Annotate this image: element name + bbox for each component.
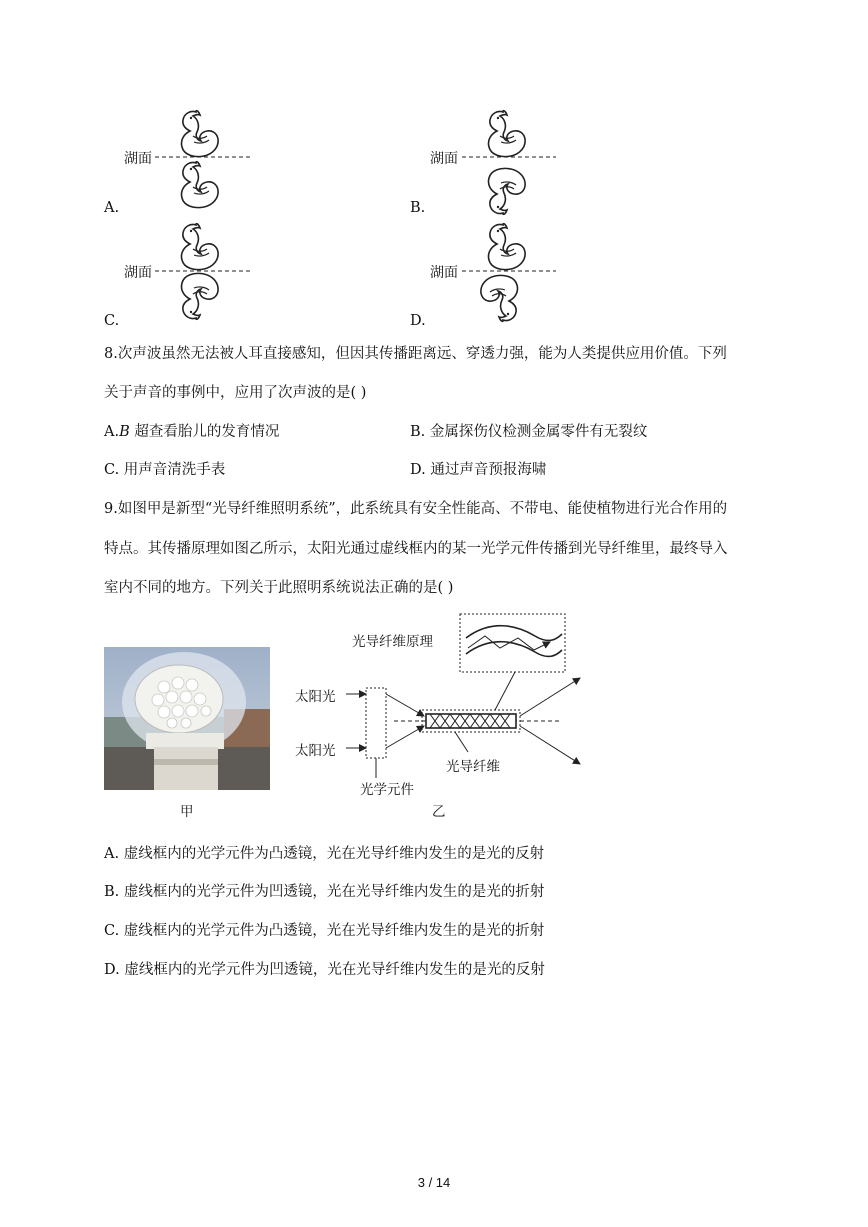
caption-jia: 甲 [180, 804, 194, 820]
label-fiber: 光导纤维 [446, 759, 500, 775]
q9-option-a: A. 虚线框内的光学元件为凸透镜，光在光导纤维内发生的是光的反射 [104, 846, 545, 862]
option-c-letter: C. [104, 313, 120, 329]
option-a-figure [155, 111, 250, 208]
option-a-letter: A. [104, 200, 120, 216]
q8-option-d: D. 通过声音预报海啸 [410, 462, 547, 478]
q8-stem-line2: 关于声音的事例中，应用了次声波的是( ) [104, 385, 367, 401]
option-b-figure [462, 111, 556, 215]
q8-option-b: B. 金属探伤仪检测金属零件有无裂纹 [410, 424, 648, 440]
caption-yi: 乙 [432, 804, 446, 820]
q7-figures [0, 0, 868, 340]
label-principle: 光导纤维原理 [352, 634, 433, 650]
lake-label-b: 湖面 [430, 151, 458, 167]
option-c-figure [155, 224, 250, 320]
q9-option-c: C. 虚线框内的光学元件为凸透镜，光在光导纤维内发生的是光的折射 [104, 923, 545, 939]
option-d-letter: D. [410, 313, 426, 329]
q9-stem-line1: 9.如图甲是新型“光导纤维照明系统”，此系统具有安全性能高、不带电、能使植物进行光合作用的 [104, 501, 728, 517]
q9-stem-line3: 室内不同的地方。下列关于此照明系统说法正确的是( ) [104, 580, 454, 596]
lake-label-d: 湖面 [430, 265, 458, 281]
label-sun-2: 太阳光 [295, 743, 336, 759]
q8-option-a: A.B 超查看胎儿的发育情况 [104, 424, 280, 440]
option-d-figure [462, 224, 556, 322]
option-b-letter: B. [410, 200, 426, 216]
q9-option-b: B. 虚线框内的光学元件为凹透镜，光在光导纤维内发生的是光的折射 [104, 884, 545, 900]
lake-label-c: 湖面 [124, 265, 152, 281]
page-number: 3 / 14 [417, 1175, 451, 1190]
label-sun-1: 太阳光 [295, 689, 336, 705]
lake-label-a: 湖面 [124, 151, 152, 167]
q9-option-d: D. 虚线框内的光学元件为凹透镜，光在光导纤维内发生的是光的反射 [104, 962, 545, 978]
label-element: 光学元件 [360, 782, 414, 798]
q9-stem-line2: 特点。其传播原理如图乙所示，太阳光通过虚线框内的某一光学元件传播到光导纤维里，最终导入 [104, 541, 728, 557]
diagram-yi [290, 610, 600, 810]
photo-jia [104, 647, 270, 790]
q8-option-c: C. 用声音清洗手表 [104, 462, 226, 478]
q8-stem-line1: 8.次声波虽然无法被人耳直接感知，但因其传播距离远、穿透力强，能为人类提供应用价值。下列 [104, 346, 727, 362]
